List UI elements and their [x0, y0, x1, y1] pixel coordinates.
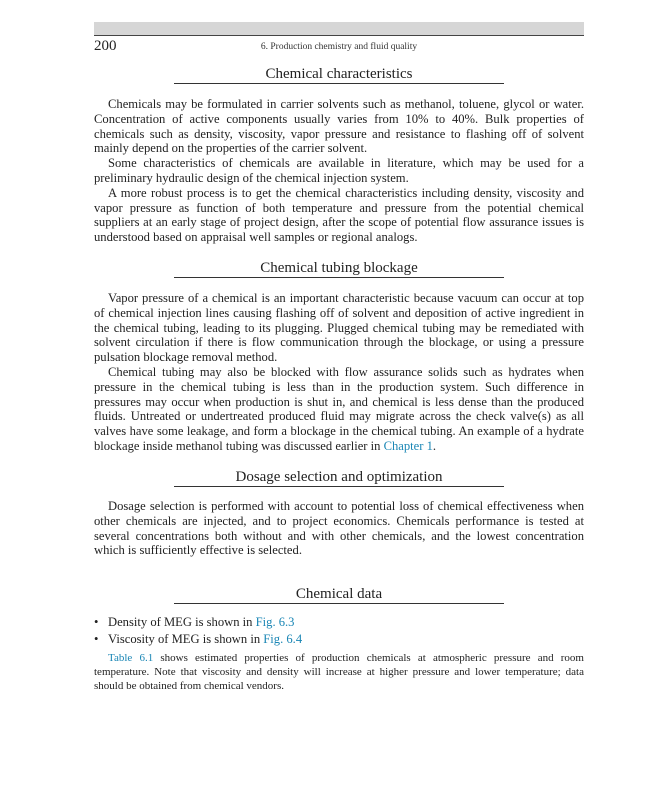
paragraph: [94, 365, 584, 454]
paragraph: Some characteristics of chemicals are available in literature, which may be used for a preliminary hydraulic design of the chemical injection system.: [94, 156, 584, 185]
running-head: 6. Production chemistry and fluid quality: [260, 42, 418, 52]
chapter-1-link[interactable]: Chapter 1: [383, 438, 433, 453]
table-note: [94, 651, 584, 693]
section-rule: [174, 83, 504, 84]
paragraph-text: Chemical tubing may also be blocked with flow assurance solids such as hydrates when pressure in the chemical tubing is less than in the production system. Such difference in pressures may occur when production is shut in, and chemical is less dense than the produced fluids. Untreated or undertreated produced fluid may migrate across the check valve(s) as all valves have some leakage, and form a blockage in the chemical tubing. An example of a hydrate blockage inside methanol tubing was discussed earlier in: [94, 364, 584, 453]
fig-6-4-link[interactable]: Fig. 6.4: [263, 632, 303, 646]
page-number: 200: [94, 38, 117, 54]
paragraph: A more robust process is to get the chemical characteristics including density, viscosity and vapor pressure as function of both temperature and pressure from the potential chemical suppliers at an early stage of project design, after the scope of potential flow assurance issues is understood based on appraisal well samples or regional analogs.: [94, 185, 584, 245]
header-rule: [94, 35, 584, 36]
chemical-data-list: [94, 614, 584, 648]
paragraph: Chemicals may be formulated in carrier solvents such as methanol, toluene, glycol or water. Concentration of active components usually varies from 10% to 40%. Bulk properties of chemicals such as density, viscosity, vapor pressure and resistance to flashing off of solvent mainly depend on the properties of the carrier solvent.: [94, 97, 584, 156]
list-item: [94, 614, 584, 631]
section-rule: [174, 603, 504, 604]
section-heading-dosage-selection: Dosage selection and optimization: [235, 469, 443, 485]
section-heading-chemical-tubing-blockage: Chemical tubing blockage: [260, 260, 418, 276]
list-item-text: Density of MEG is shown in: [108, 615, 256, 629]
section-heading-chemical-data: Chemical data: [295, 586, 383, 602]
paragraph: Vapor pressure of a chemical is an important characteristic because vacuum can occur at top of chemical injection lines causing flashing off of solvent and deposition of active ingredient in the chemical tubing, leading to its plugging. Plugged chemical tubing may be remediated with solvent circulation if there is flow communication through the blockage, or using a pressure pulsation blockage removal method.: [94, 291, 584, 365]
bullet-icon: •: [94, 615, 99, 629]
paragraph-suffix: .: [432, 438, 437, 453]
table-note-text: shows estimated properties of production chemicals at atmospheric pressure and room temperature. Note that viscosity and density will increase at higher pressure and lower temperature; data should be obtained from chemical vendors.: [94, 652, 584, 692]
bullet-icon: •: [94, 632, 99, 646]
section-body-dosage-selection: [94, 499, 584, 558]
header-bar: [94, 22, 584, 35]
list-item: [94, 631, 584, 648]
section-body-chemical-characteristics: [94, 97, 584, 245]
section-rule: [174, 486, 504, 487]
fig-6-3-link[interactable]: Fig. 6.3: [255, 615, 295, 629]
section-heading-chemical-characteristics: Chemical characteristics: [265, 66, 413, 82]
section-rule: [174, 277, 504, 278]
list-item-text: Viscosity of MEG is shown in: [108, 632, 264, 646]
table-6-1-link[interactable]: Table 6.1: [108, 652, 154, 664]
section-body-chemical-tubing-blockage: [94, 291, 584, 454]
paragraph: Dosage selection is performed with account to potential loss of chemical effectiveness when other chemicals are injected, and to project economics. Chemicals performance is tested at several concentrations both without and with other chemicals, and the lowest concentration which is sufficiently effective is selected.: [94, 499, 584, 558]
